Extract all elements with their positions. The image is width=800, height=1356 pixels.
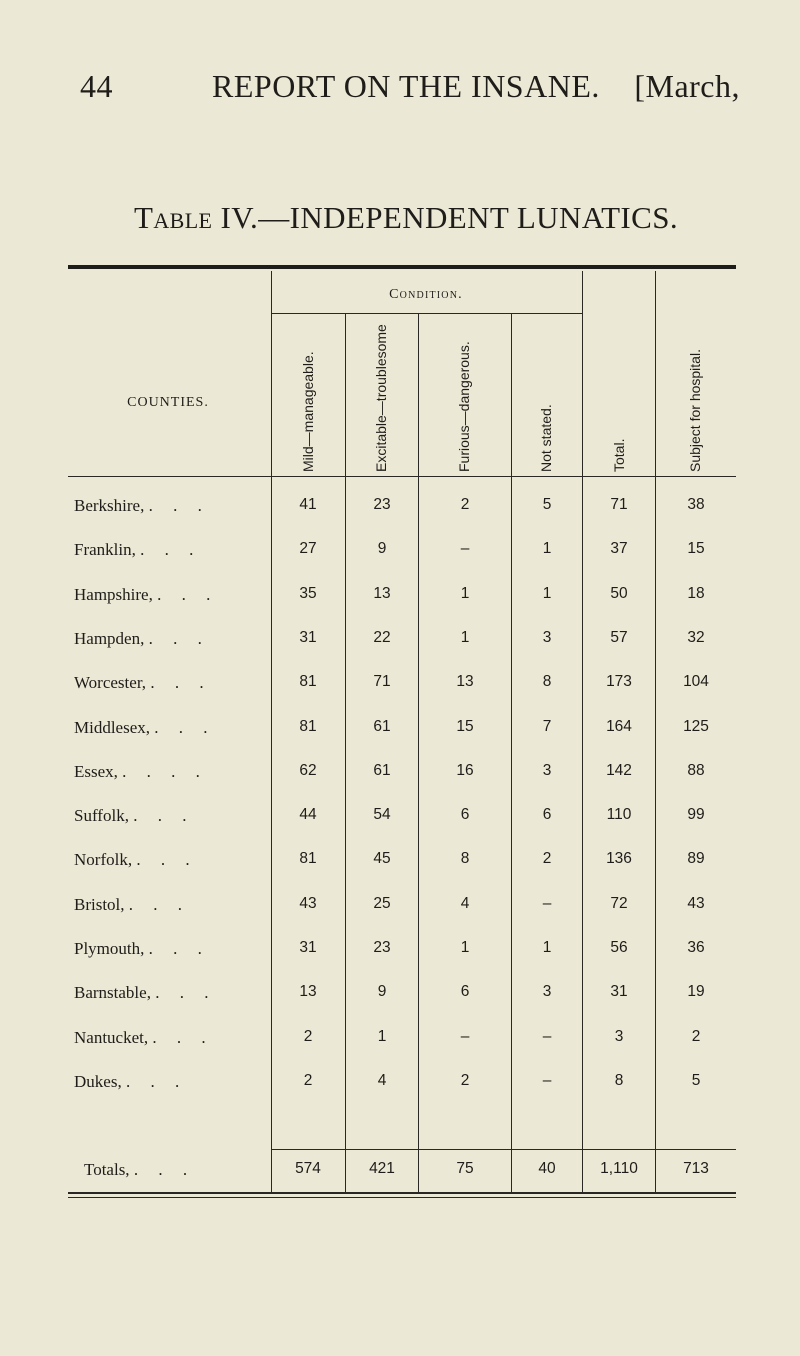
table-cell: 2 — [303, 1027, 313, 1045]
county-name — [74, 540, 274, 560]
table-cell: 4 — [460, 894, 470, 912]
county-name — [74, 629, 274, 649]
table-cell: 3 — [542, 628, 552, 646]
table-row — [68, 895, 736, 929]
table-cell: 9 — [377, 540, 387, 558]
county-label: Suffolk, — [74, 806, 129, 826]
table-cell: 32 — [687, 628, 705, 646]
leader-dots: . . . — [148, 939, 210, 958]
table-cell: 1 — [542, 540, 552, 558]
table-cell: 81 — [299, 717, 317, 735]
table-row — [68, 806, 736, 840]
table-cell: 8 — [614, 1071, 624, 1089]
table-cell: 43 — [687, 894, 705, 912]
county-name — [74, 895, 274, 915]
table-cell: – — [542, 1027, 552, 1045]
table-cell: 1 — [460, 584, 470, 602]
table-cell: 61 — [373, 761, 391, 779]
county-name — [74, 496, 274, 516]
table-cell: 574 — [295, 1160, 321, 1177]
table-cell: 173 — [606, 673, 632, 691]
county-label: Norfolk, — [74, 850, 133, 870]
county-label: Franklin, — [74, 540, 136, 560]
condition-rule — [271, 313, 582, 314]
table-cell: 23 — [373, 496, 391, 513]
county-label: Hampden, — [74, 628, 145, 648]
table-cell: 1 — [460, 628, 470, 646]
leader-dots: . . . — [125, 1071, 188, 1091]
table-row — [68, 1072, 736, 1106]
running-title: REPORT ON THE INSANE. — [212, 68, 600, 104]
table-cell: 3 — [614, 1027, 624, 1045]
table-cell: 71 — [373, 673, 391, 691]
table-cell: 1 — [542, 584, 552, 602]
table-cell: 142 — [606, 761, 632, 779]
table-cell: 40 — [538, 1160, 556, 1177]
leader-dots: . . . — [148, 628, 210, 648]
table-cell: – — [460, 1027, 470, 1045]
county-name — [74, 718, 274, 738]
table-cell: 1 — [460, 939, 470, 956]
table-cell: 5 — [691, 1071, 701, 1089]
table-cell: 13 — [373, 584, 391, 602]
bottom-rule-thin — [68, 1197, 736, 1198]
table-cell: 3 — [542, 761, 552, 779]
totals-rule — [271, 1149, 736, 1150]
table-cell: 81 — [299, 673, 317, 691]
table-row — [68, 629, 736, 663]
county-name — [74, 762, 274, 782]
table-cell: 44 — [299, 806, 317, 824]
table-cell: 2 — [460, 1071, 470, 1089]
table-cell: 164 — [606, 717, 632, 735]
counties-header: COUNTIES. — [127, 395, 209, 410]
table-cell: 81 — [299, 850, 317, 868]
table-row — [68, 1028, 736, 1062]
table-cell: – — [460, 540, 470, 558]
county-label: Nantucket, — [74, 1027, 149, 1047]
table-cell: 61 — [373, 717, 391, 735]
table-cell: 16 — [456, 761, 474, 779]
leader-dots: . . . . — [122, 761, 208, 781]
leader-dots: . . . — [152, 1027, 214, 1047]
table-cell: 2 — [691, 1027, 701, 1045]
table-cell: 136 — [606, 850, 632, 868]
table-cell: 6 — [460, 806, 470, 824]
table-cell: 62 — [299, 761, 317, 779]
table-cell: 19 — [687, 983, 705, 1001]
table-row — [68, 718, 736, 752]
table-cell: 36 — [687, 939, 705, 956]
county-label: Barnstable, — [74, 983, 151, 1003]
table-cell: 41 — [299, 496, 317, 513]
county-label: Hampshire, — [74, 584, 153, 604]
table-cell: 43 — [299, 894, 317, 912]
table-cell: 56 — [610, 939, 628, 956]
table-cell: 38 — [687, 496, 705, 513]
table-cell: 1 — [377, 1027, 387, 1045]
table-cell: 6 — [460, 983, 470, 1001]
table-cell: 9 — [377, 983, 387, 1001]
page-number: 44 — [80, 68, 113, 104]
county-name — [74, 806, 274, 826]
table-cell: 23 — [373, 939, 391, 956]
table-cell: 37 — [610, 540, 628, 558]
table-cell: 2 — [460, 496, 470, 513]
table-cell: – — [542, 894, 552, 912]
table-cell: 6 — [542, 806, 552, 824]
table-cell: 104 — [683, 673, 709, 691]
table-cell: 3 — [542, 983, 552, 1001]
running-date: [March, — [634, 68, 740, 104]
table-cell: 8 — [542, 673, 552, 691]
leader-dots: . . . — [133, 1160, 196, 1179]
leader-dots: . . . — [136, 850, 198, 870]
leader-dots: . . . — [128, 894, 191, 914]
running-head — [70, 68, 740, 108]
table-cell: 31 — [299, 939, 317, 956]
leader-dots: . . . — [155, 983, 217, 1003]
leader-dots: . . . — [150, 673, 212, 693]
table-cell: – — [542, 1071, 552, 1089]
leader-dots: . . . — [133, 806, 195, 826]
totals-row — [68, 1160, 736, 1194]
table-cell: 72 — [610, 894, 628, 912]
table-cell: 25 — [373, 894, 391, 912]
table-cell: 421 — [369, 1160, 395, 1177]
table-row — [68, 850, 736, 884]
table-row — [68, 540, 736, 574]
table-cell: 31 — [610, 983, 628, 1001]
leader-dots: . . . — [140, 540, 202, 560]
table-row — [68, 762, 736, 796]
county-name — [74, 673, 274, 693]
table-cell: 7 — [542, 717, 552, 735]
leader-dots: . . . — [157, 584, 219, 604]
table-cell: 54 — [373, 806, 391, 824]
table-row — [68, 673, 736, 707]
table-cell: 2 — [542, 850, 552, 868]
table-row — [68, 585, 736, 619]
county-label: Essex, — [74, 761, 118, 781]
page: 44 REPORT ON THE INSANE. [March, Table IV.—INDEPENDENT LUNATICS. COUNTIES. Condition. Mild—manageable. Excitable—troublesome Furious—dangerous. Not stated. Total. Subject for hospital. Berkshire, . . . 41 23 2 5 71 38 Franklin, . . . 27 9 – 1 37 15 Hampshire, . . . 35 13 1 1 50 18 Hampden, . . . 31 22 1 3 57 32 Worcester, . . . 81 71 13 8 173 104 Middlesex, . . . 81 61 15 7 164 125 Essex, . . . . 62 61 16 3 142 88 Suffolk, . . . 44 54 6 6 110 99 Norfolk, . . . 81 45 8 2 136 89 Bristol, . . . 43 25 4 – 72 43 Plymouth, . . . 31 23 1 1 56 36 Barnstable, . . . 13 9 6 3 31 19 Nantucket, . . . 2 1 – – 3 2 Dukes, . . . 2 4 2 – 8 5 Totals, . . . 574 421 75 40 1,110 713 — [0, 0, 800, 1356]
table-cell: 50 — [610, 584, 628, 602]
table-row — [68, 496, 736, 530]
table-cell: 71 — [610, 496, 628, 513]
table-cell: 13 — [456, 673, 474, 691]
county-name — [74, 1072, 274, 1092]
table-cell: 89 — [687, 850, 705, 868]
county-name — [74, 939, 274, 959]
table-label: Table — [134, 200, 213, 235]
leader-dots: . . . — [154, 717, 216, 737]
table-cell: 35 — [299, 584, 317, 602]
table-cell: 22 — [373, 628, 391, 646]
county-label: Berkshire, — [74, 496, 145, 515]
county-name — [74, 585, 274, 605]
table-cell: 2 — [303, 1071, 313, 1089]
county-label: Bristol, — [74, 894, 125, 914]
county-name — [74, 1028, 274, 1048]
table-cell: 5 — [542, 496, 552, 513]
county-label: Middlesex, — [74, 717, 151, 737]
table-cell: 88 — [687, 761, 705, 779]
table-cell: 1 — [542, 939, 552, 956]
table-row — [68, 983, 736, 1017]
county-label: Plymouth, — [74, 939, 145, 958]
county-name — [74, 983, 274, 1003]
table-cell: 713 — [683, 1160, 709, 1177]
table-title — [134, 200, 694, 236]
table-cell: 15 — [456, 717, 474, 735]
county-label: Totals, — [84, 1160, 130, 1179]
table-cell: 1,110 — [600, 1160, 638, 1177]
top-rule — [68, 265, 736, 269]
leader-dots: . . . — [148, 496, 210, 515]
table-cell: 18 — [687, 584, 705, 602]
header-rule — [68, 476, 736, 477]
county-label: Worcester, — [74, 673, 147, 693]
table-cell: 125 — [683, 717, 709, 735]
table-cell: 99 — [687, 806, 705, 824]
totals-label — [84, 1160, 284, 1180]
table-cell: 75 — [456, 1160, 474, 1177]
table-cell: 31 — [299, 628, 317, 646]
table-cell: 15 — [687, 540, 705, 558]
table-cell: 4 — [377, 1071, 387, 1089]
table-cell: 8 — [460, 850, 470, 868]
county-label: Dukes, — [74, 1071, 122, 1091]
table-cell: 45 — [373, 850, 391, 868]
table-cell: 57 — [610, 628, 628, 646]
condition-header: Condition. — [389, 287, 463, 302]
table-cell: 13 — [299, 983, 317, 1001]
table-cell: 27 — [299, 540, 317, 558]
county-name — [74, 850, 274, 870]
table-cell: 110 — [606, 806, 632, 824]
table-title-text: IV.—INDEPENDENT LUNATICS. — [220, 200, 679, 235]
table-row — [68, 939, 736, 973]
